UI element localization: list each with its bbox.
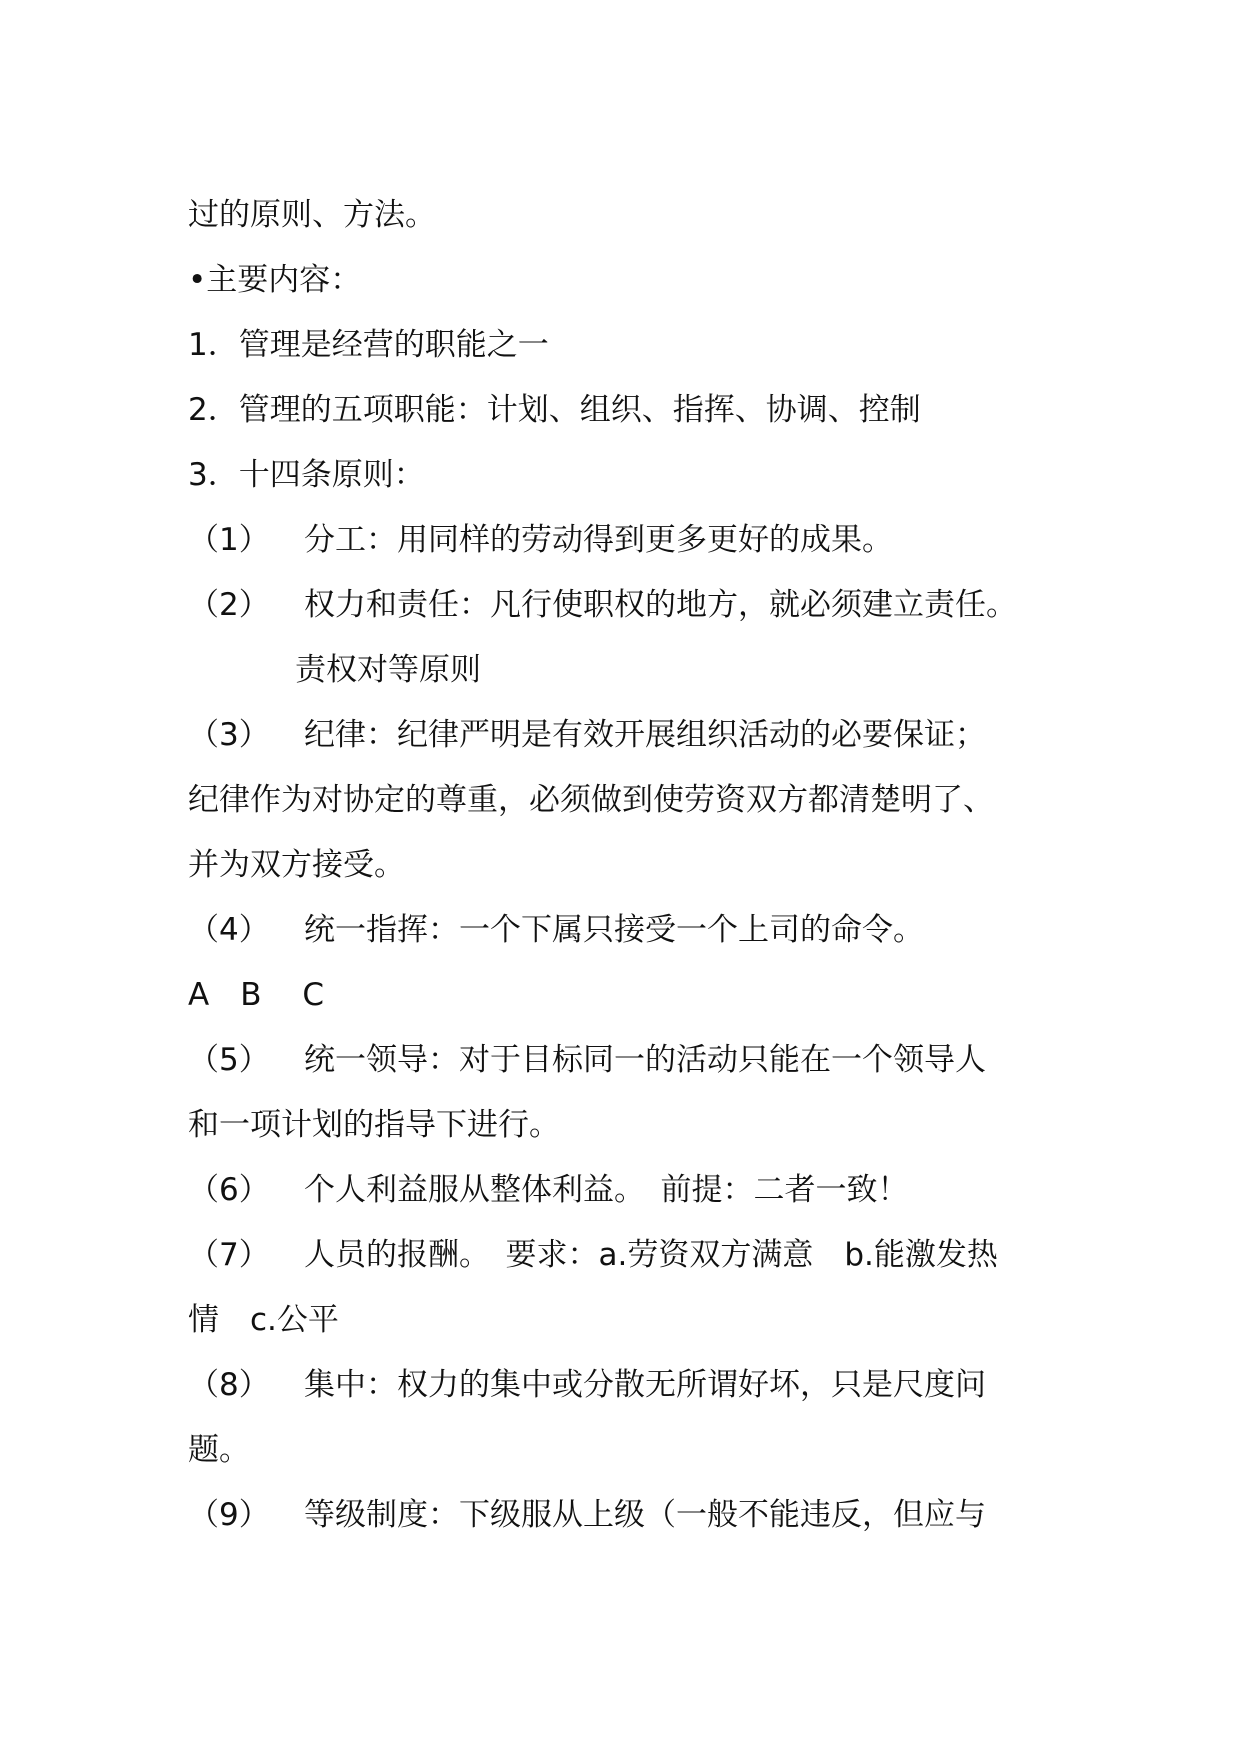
principle-text: 集中：权力的集中或分散无所谓好坏，只是尺度问: [304, 1367, 986, 1403]
principle-continuation: 题。: [188, 1432, 250, 1468]
section-heading: •主要内容：: [188, 262, 362, 298]
principle-item: [188, 1170, 909, 1210]
principle-text: 统一指挥：一个下属只接受一个上司的命令。: [304, 912, 924, 948]
principle-item: [188, 520, 893, 560]
principle-text: 人员的报酬。 要求：a.劳资双方满意 b.能激发热: [304, 1237, 998, 1273]
principle-item: [188, 585, 1017, 625]
principle-continuation: 责权对等原则: [295, 652, 481, 688]
principle-continuation: 并为双方接受。: [188, 847, 405, 883]
principle-number: （6）: [188, 1172, 270, 1208]
principle-continuation: 和一项计划的指导下进行。: [188, 1107, 560, 1143]
numbered-item: 3．十四条原则：: [188, 457, 425, 493]
principle-continuation: 纪律作为对协定的尊重，必须做到使劳资双方都清楚明了、: [188, 782, 994, 818]
principle-number: （3）: [188, 717, 270, 753]
principle-number: （4）: [188, 912, 270, 948]
principle-number: （7）: [188, 1237, 270, 1273]
principle-text: 纪律：纪律严明是有效开展组织活动的必要保证；: [304, 717, 986, 753]
principle-item: [188, 715, 986, 755]
principle-continuation: 情 c.公平: [188, 1302, 339, 1338]
principle-continuation: A B C: [188, 977, 324, 1013]
principle-item: [188, 1495, 986, 1535]
principle-text: 个人利益服从整体利益。 前提：二者一致！: [304, 1172, 909, 1208]
principle-number: （9）: [188, 1497, 270, 1533]
numbered-item: 1．管理是经营的职能之一: [188, 327, 549, 363]
principle-item: [188, 1235, 998, 1275]
principle-item: [188, 1040, 986, 1080]
principle-number: （5）: [188, 1042, 270, 1078]
text-line: 过的原则、方法。: [188, 197, 436, 233]
principle-number: （8）: [188, 1367, 270, 1403]
numbered-item: 2．管理的五项职能：计划、组织、指挥、协调、控制: [188, 392, 921, 428]
principle-item: [188, 1365, 986, 1405]
principle-text: 统一领导：对于目标同一的活动只能在一个领导人: [304, 1042, 986, 1078]
principle-number: （2）: [188, 587, 270, 623]
principle-text: 等级制度：下级服从上级（一般不能违反，但应与: [304, 1497, 986, 1533]
principle-item: [188, 910, 924, 950]
principle-text: 权力和责任：凡行使职权的地方，就必须建立责任。: [304, 587, 1017, 623]
principle-text: 分工：用同样的劳动得到更多更好的成果。: [304, 522, 893, 558]
principle-number: （1）: [188, 522, 270, 558]
